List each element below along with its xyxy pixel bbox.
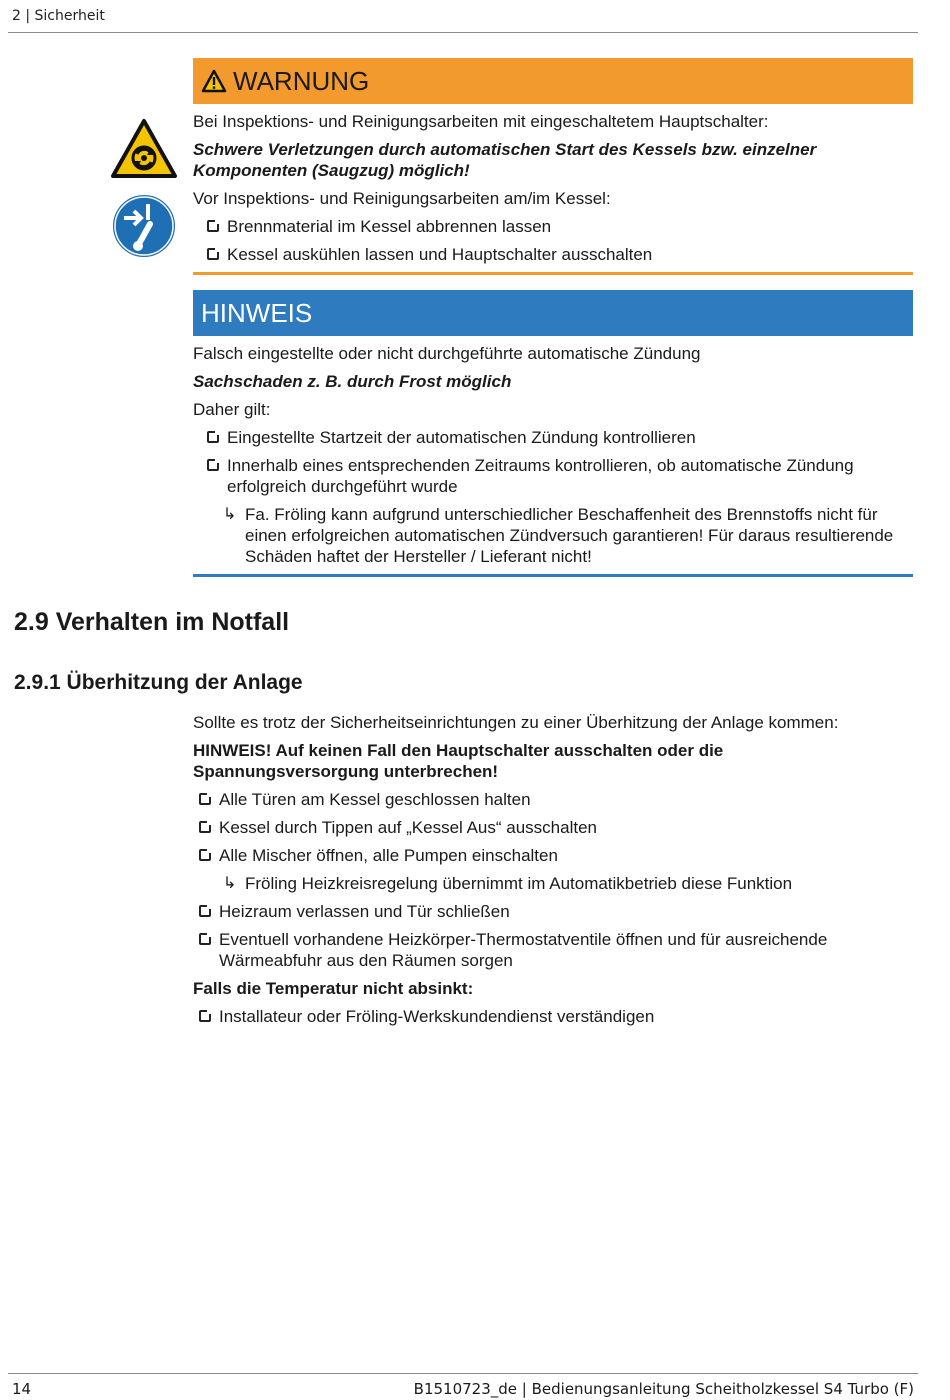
checkbox-icon <box>199 1010 211 1022</box>
checkbox-icon <box>207 248 219 260</box>
hint-intro: Falsch eingestellte oder nicht durchgeführte automatische Zündung <box>193 344 701 363</box>
warning-notice <box>193 58 913 275</box>
list-item: Eventuell vorhandene Heizkörper-Thermostatventile öffnen und für ausreichende Wärmeabfuhr aus den Räumen sorgen <box>193 929 913 971</box>
checkbox-icon <box>207 459 219 471</box>
warning-danger: Schwere Verletzungen durch automatischen Start des Kessels bzw. einzelner Komponenten (Saugzug) möglich! <box>193 140 817 180</box>
page-header: 2 | Sicherheit <box>12 8 105 24</box>
list-item: Innerhalb eines entsprechenden Zeitraums kontrollieren, ob automatische Zündung erfolgreich durchgeführt wurde <box>193 455 913 497</box>
hint-notice <box>193 290 913 577</box>
automatic-start-hazard-icon <box>110 118 178 180</box>
header-divider <box>8 32 918 33</box>
warning-header <box>193 58 913 104</box>
section-title: 2.9 Verhalten im Notfall <box>14 608 290 636</box>
list-item: Alle Mischer öffnen, alle Pumpen einschalten <box>193 845 913 866</box>
warning-title: WARNUNG <box>233 65 370 96</box>
warning-intro: Bei Inspektions- und Reinigungsarbeiten mit eingeschaltetem Hauptschalter: <box>193 112 769 131</box>
list-item: Alle Türen am Kessel geschlossen halten <box>193 789 913 810</box>
list-item: Kessel durch Tippen auf „Kessel Aus“ ausschalten <box>193 817 913 838</box>
result-arrow-icon: ↳ <box>223 506 237 523</box>
result-item: ↳ Fa. Fröling kann aufgrund unterschiedlicher Beschaffenheit des Brennstoffs nicht für einen erfolgreichen automatischen Zündversuch garantieren! Für daraus resultierende Schäden haftet der Hersteller / Lieferant nicht! <box>223 505 894 566</box>
checkbox-icon <box>207 431 219 443</box>
disconnect-mains-icon <box>110 192 178 260</box>
result-arrow-icon: ↳ <box>223 875 237 892</box>
checkbox-icon <box>199 793 211 805</box>
condition-text: Falls die Temperatur nicht absinkt: <box>193 979 474 998</box>
list-item: Installateur oder Fröling-Werkskundendienst verständigen <box>193 1006 913 1027</box>
checkbox-icon <box>207 220 219 232</box>
hint-title: HINWEIS <box>201 297 313 328</box>
footer-divider <box>8 1373 918 1374</box>
checkbox-icon <box>199 849 211 861</box>
checkbox-icon <box>199 821 211 833</box>
checkbox-icon <box>199 933 211 945</box>
emergency-note: HINWEIS! Auf keinen Fall den Hauptschalter ausschalten oder die Spannungsversorgung unterbrechen! <box>193 741 724 781</box>
document-reference: B1510723_de | Bedienungsanleitung Scheitholzkessel S4 Turbo (F) <box>413 1380 914 1398</box>
checkbox-icon <box>199 905 211 917</box>
emergency-intro: Sollte es trotz der Sicherheitseinrichtungen zu einer Überhitzung der Anlage kommen: <box>193 713 839 732</box>
list-item: Brennmaterial im Kessel abbrennen lassen <box>193 216 913 237</box>
safety-pictograms <box>110 118 178 260</box>
warning-measures-intro: Vor Inspektions- und Reinigungsarbeiten am/im Kessel: <box>193 189 611 208</box>
list-item: Heizraum verlassen und Tür schließen <box>193 901 913 922</box>
emergency-instructions <box>193 705 913 1027</box>
hint-header <box>193 290 913 336</box>
hint-measures-intro: Daher gilt: <box>193 400 271 419</box>
result-item: ↳ Fröling Heizkreisregelung übernimmt im Automatikbetrieb diese Funktion <box>223 874 793 893</box>
list-item: Kessel auskühlen lassen und Hauptschalter ausschalten <box>193 244 913 265</box>
list-item: Eingestellte Startzeit der automatischen Zündung kontrollieren <box>193 427 913 448</box>
hint-consequence: Sachschaden z. B. durch Frost möglich <box>193 372 512 391</box>
subsection-title: 2.9.1 Überhitzung der Anlage <box>14 671 303 694</box>
page-number: 14 <box>12 1380 32 1398</box>
warning-triangle-icon <box>201 69 227 93</box>
